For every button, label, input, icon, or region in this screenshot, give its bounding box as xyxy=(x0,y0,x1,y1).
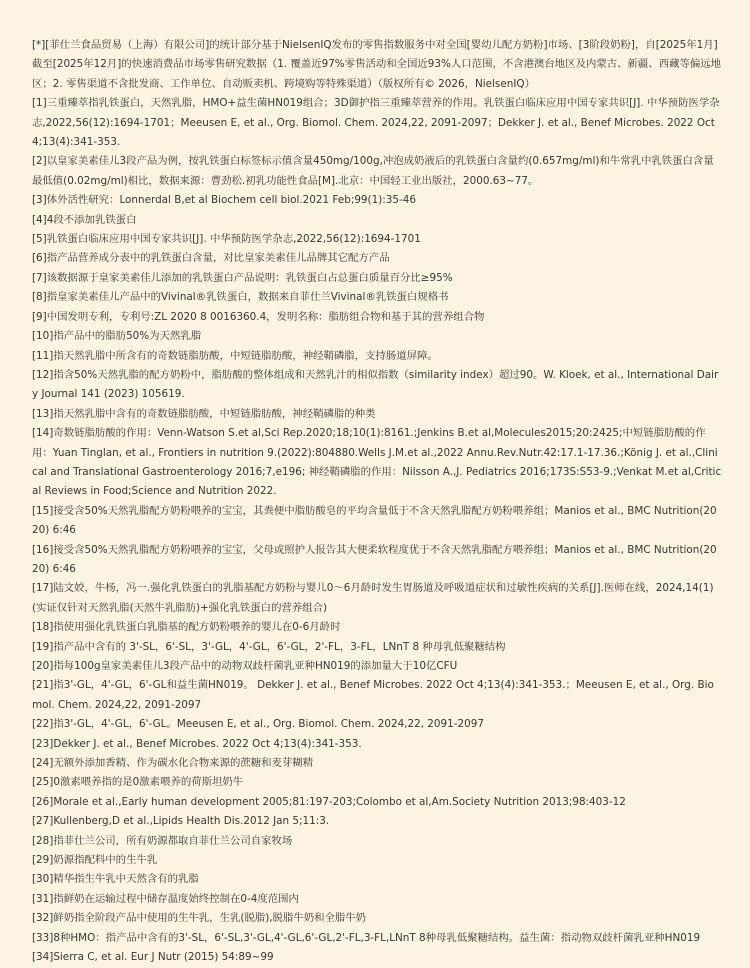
reference-item: [5]乳铁蛋白临床应用中国专家共识[J]. 中华预防医学杂志,2022,56(12):1694-1701 xyxy=(32,233,421,246)
reference-item: [33]8种HMO：指产品中含有的3'-SL，6'-SL,3'-GL,4'-GL,6'-GL,2'-FL,3-FL,LNnT 8种母乳低聚糖结构。益生菌：指动物双歧杆菌乳亚种HN019 xyxy=(32,931,701,944)
reference-item: [*][菲仕兰食品贸易（上海）有限公司]的统计部分基于NielsenIQ发布的零售指数服务中对全国[婴幼儿配方奶粉]市场、[3阶段奶粉]，自[2025年1月]截至[2025年12月]的快速消费品市场零售研究数据（1. 覆盖近97%零售活动和全国近93%人口范围，不含港澳台地区及内蒙古、新疆、西藏等偏远地区；2. 零售渠道不含批发商、工作单位、自动贩卖机、跨境购等特殊渠道）（版权所有© 2026，NielsenIQ） xyxy=(32,39,722,90)
reference-item: [26]Morale et al.,Early human development 2005;81:197-203;Colombo et al,Am.Society Nutrition 2013;98:403-12 xyxy=(32,795,626,808)
reference-item: [21]指3'-GL，4'-GL，6'-GL和益生菌HN019。 Dekker J. et al., Benef Microbes. 2022 Oct 4;13(4):341-353.；Meeusen E, et al., Org. Biomol. Chem. 2024,22, 2091-2097 xyxy=(32,679,714,711)
reference-item: [25]0激素喂养指的是0激素喂养的荷斯坦奶牛 xyxy=(32,776,244,789)
reference-item: [2]以皇家美素佳儿3段产品为例，按乳铁蛋白标签标示值含量450mg/100g,冲泡成奶液后的乳铁蛋白含量约(0.657mg/ml)和牛常乳中乳铁蛋白含量最低值(0.02mg/ml)相比，数据来源：曹劲松.初乳功能性食品[M].北京：中国轻工业出版社，2000.63~77。 xyxy=(32,155,714,187)
reference-item: [28]指菲仕兰公司，所有奶源都取自菲仕兰公司自家牧场 xyxy=(32,834,293,847)
reference-item: [10]指产品中的脂肪50%为天然乳脂 xyxy=(32,330,202,343)
reference-item: [22]指3'-GL，4'-GL，6'-GL。Meeusen E, et al., Org. Biomol. Chem. 2024,22, 2091-2097 xyxy=(32,718,484,731)
reference-item: [30]精华指生牛乳中天然含有的乳脂 xyxy=(32,873,199,886)
reference-item: [4]4段不添加乳铁蛋白 xyxy=(32,213,137,226)
reference-item: [17]陆文姣，牛杨，冯一.强化乳铁蛋白的乳脂基配方奶粉与婴儿0～6月龄时发生胃肠道及呼吸道症状和过敏性疾病的关系[J].医师在线，2024,14(1)(实证仅针对天然乳脂(天然牛乳脂肪)+强化乳铁蛋白的营养组合) xyxy=(32,582,714,614)
reference-item: [7]该数据源于皇家美素佳儿添加的乳铁蛋白产品说明：乳铁蛋白占总蛋白质量百分比≥95% xyxy=(32,271,453,284)
reference-item: [18]指使用强化乳铁蛋白乳脂基的配方奶粉喂养的婴儿在0-6月龄时 xyxy=(32,621,341,634)
reference-item: [11]指天然乳脂中所含有的奇数链脂肪酸，中短链脂肪酸，神经鞘磷脂，支持肠道屏障。 xyxy=(32,349,438,362)
reference-item: [32]鲜奶指全阶段产品中使用的生牛乳，生乳(脱脂),脱脂牛奶和全脂牛奶 xyxy=(32,912,367,925)
reference-item: [19]指产品中含有的 3'-SL，6'-SL，3'-GL，4'-GL，6'-GL，2'-FL，3-FL，LNnT 8 种母乳低聚糖结构 xyxy=(32,640,506,653)
reference-list xyxy=(32,36,722,968)
reference-item: [9]中国发明专利，专利号:ZL 2020 8 0016360.4，发明名称：脂肪组合物和基于其的营养组合物 xyxy=(32,310,485,323)
reference-item: [8]指皇家美素佳儿产品中的Vivinal®乳铁蛋白，数据来自菲仕兰Vivinal®乳铁蛋白规格书 xyxy=(32,291,449,304)
reference-item: [27]Kullenberg,D et al.,Lipids Health Dis.2012 Jan 5;11:3. xyxy=(32,815,330,828)
reference-item: [12]指含50%天然乳脂的配方奶粉中，脂肪酸的整体组成和天然乳汁的相似指数（similarity index）超过90。W. Kloek, et al., International Dairy Journal 141 (2023) 105619. xyxy=(32,368,719,401)
reference-item: [3]体外活性研究：Lonnerdal B,et al Biochem cell biol.2021 Feb;99(1):35-46 xyxy=(32,194,416,207)
reference-item: [20]指每100g皇家美素佳儿3段产品中的动物双歧杆菌乳亚种HN019的添加量大于10亿CFU xyxy=(32,660,458,672)
reference-item: [24]无额外添加香精、作为碳水化合物来源的蔗糖和麦芽糊精 xyxy=(32,757,314,770)
reference-item: [34]Sierra C, et al. Eur J Nutr (2015) 54:89~99 xyxy=(32,951,274,964)
reference-item: [1]三重臻萃指乳铁蛋白，天然乳脂，HMO+益生菌HN019组合；3D御护指三重臻萃营养的作用。乳铁蛋白临床应用中国专家共识[J]. 中华预防医学杂志,2022,56(12):1694-1701；Meeusen E, et al., Org. Biomol. Chem. 2024,22, 2091-2097；Dekker J. et al., Benef Microbes. 2022 Oct 4;13(4):341-353. xyxy=(32,97,720,149)
reference-item: [15]接受含50%天然乳脂配方奶粉喂养的宝宝，其粪便中脂肪酸皂的平均含量低于不含天然乳脂配方奶粉喂养组；Manios et al., BMC Nutrition(2020) 6:46 xyxy=(32,504,717,537)
reference-item: [13]指天然乳脂中含有的奇数链脂肪酸，中短链脂肪酸，神经鞘磷脂的种类 xyxy=(32,407,376,420)
reference-item: [23]Dekker J. et al., Benef Microbes. 2022 Oct 4;13(4):341-353. xyxy=(32,737,362,750)
reference-item: [29]奶源指配料中的生牛乳 xyxy=(32,854,158,867)
reference-item: [14]奇数链脂肪酸的作用：Venn-Watson S.et al,Sci Rep.2020;18;10(1):8161.;Jenkins B.et al,Molecules2015;20:2425;中短链脂肪酸的作用：Yuan Tinglan, et al., Frontiers in nutrition 9.(2022):804880.Wells J.M.et al.,2022 Annu.Rev.Nutr.42:17.1-17.36.;König J. et al.,Clinical and Translational Gastroenterology 2016;7,e196; 神经鞘磷脂的作用：Nilsson A.,J. Pediatrics 2016;173S:S53-9.;Venkat M.et al,Critical Reviews in Food;Science and Nutrition 2022. xyxy=(32,427,722,498)
reference-item: [31]指鲜奶在运输过程中储存温度始终控制在0-4度范围内 xyxy=(32,892,299,905)
reference-item: [6]指产品营养成分表中的乳铁蛋白含量，对比皇家美素佳儿品牌其它配方产品 xyxy=(32,252,390,265)
reference-item: [16]接受含50%天然乳脂配方奶粉喂养的宝宝，父母或照护人报告其大便柔软程度优于不含天然乳脂配方喂养组；Manios et al., BMC Nutrition(2020) 6:46 xyxy=(32,543,717,575)
